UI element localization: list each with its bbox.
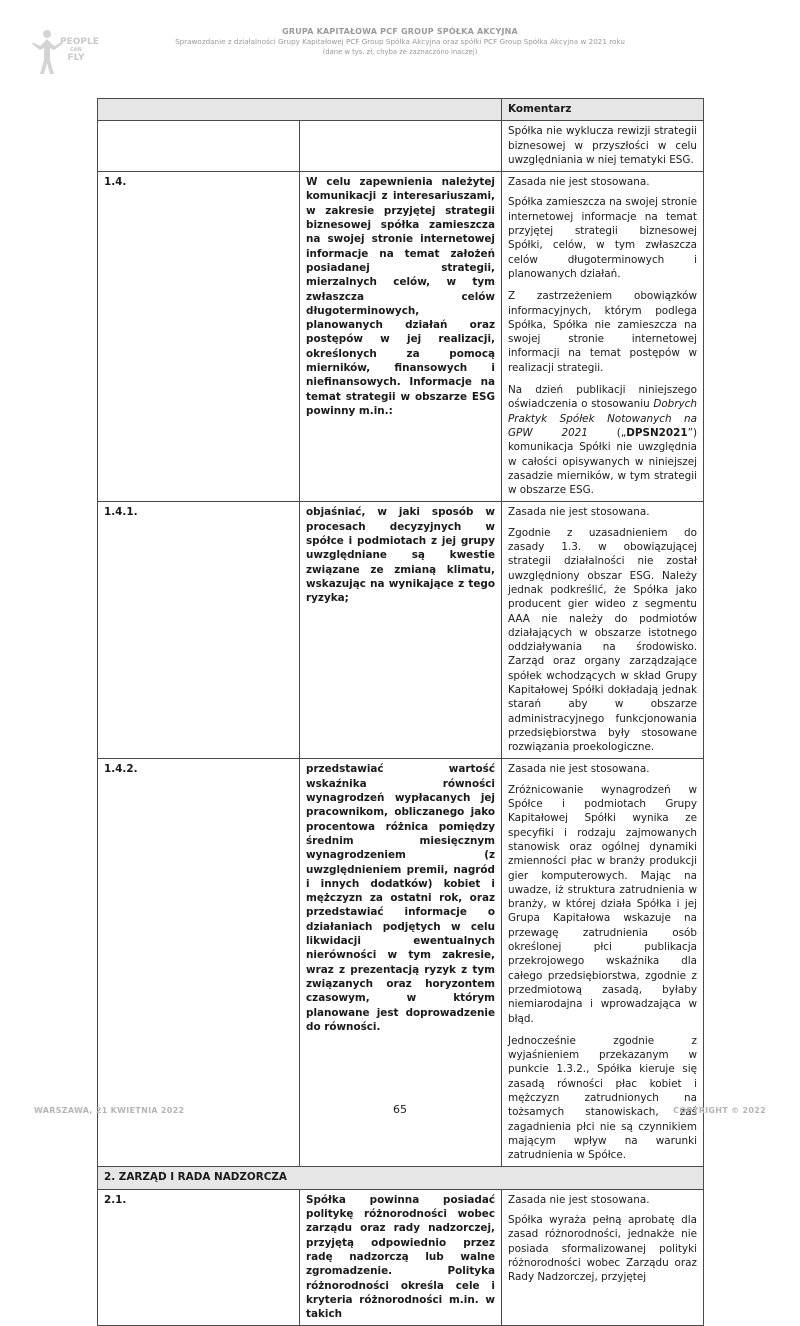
status-text: Zasada nie jest stosowana. <box>508 506 650 519</box>
logo-line-people: PEOPLE <box>60 37 99 47</box>
table-header-row <box>98 99 704 121</box>
comment-paragraph: Zgodnie z uzasadnieniem do zasady 1.3. w obowiązującej strategii działalności nie został uwzględniony obszar ESG. Należy jednak podkreślić, że Spółka jako producent gier wideo z segmentu AAA nie należy do podmiotów działających w obszarze istotnego oddziaływania na środowisko. Zarząd oraz organy zarządzające spółek wchodzących w skład Grupy Kapitałowej Spółki dokładają jednak starań aby w obszarze administracyjnego funkcjonowania przedsiębiorstwa były stosowane rozwiązania proekologiczne. <box>508 526 697 754</box>
comment-paragraph: Spółka zamieszcza na swojej stronie internetowej informacje na temat przyjętej strategii biznesowej Spółki, celów, w tym zwłaszcza celów długoterminowych i planowanych działań. <box>508 196 697 280</box>
row-rule: objaśniać, w jaki sposób w procesach decyzyjnych w spółce i podmiotach z jej grupy uwzględniane są kwestie związane ze zmianą klimatu, wskazując na wynikające z tego ryzyka; <box>300 502 502 759</box>
page-number: 65 <box>393 1103 407 1116</box>
row-number: 1.4. <box>98 172 300 502</box>
logo-line-fly: FLY <box>67 53 85 63</box>
document-title: Dobrych Praktyk Spółek Notowanych na GPW 2021 <box>508 398 697 439</box>
comment-paragraph: Spółka nie wyklucza rewizji strategii biznesowej w przyszłości w celu uwzględniania w niej tematyki ESG. <box>508 125 697 166</box>
company-name: GRUPA KAPITAŁOWA PCF GROUP SPÓŁKA AKCYJNA <box>282 27 518 36</box>
row-rule: W celu zapewnienia należytej komunikacji z interesariuszami, w zakresie przyjętej strategii biznesowej spółka zamieszcza na swojej stronie internetowej informacje na temat założeń posiadanej strategii, mierzalnych celów, w tym zwłaszcza celów długoterminowych, planowanych działań oraz postępów w jej realizacji, określonych za pomocą mierników, finansowych i niefinansowych. Informacje na temat strategii w obszarze ESG powinny m.in.: <box>300 172 502 502</box>
row-comment <box>502 121 704 172</box>
table-row <box>98 1189 704 1326</box>
row-number <box>98 121 300 172</box>
row-comment <box>502 502 704 759</box>
row-comment <box>502 1189 704 1326</box>
comment-paragraph: Zróżnicowanie wynagrodzeń w Spółce i podmiotach Grupy Kapitałowej Spółki wynika ze specyfiki i rodzaju zajmowanych stanowisk oraz ogólnej dynamiki zmienności płac w branży produkcji gier komputerowych. Mając na uwadze, iż struktura zatrudnienia w branży, w której działa Spółka i jej Grupa Kapitałowa wskazuje na przewagę zatrudnienia osób określonej płci publikacja przekrojowego wskaźnika dla całego przedsiębiorstwa, zgodnie z przedmiotową zasadą, byłaby niemiarodajna i wprowadzająca w błąd. <box>508 783 697 1025</box>
comment-paragraph: Z zastrzeżeniem obowiązków informacyjnych, którym podlega Spółka, Spółka nie zamieszcza na swojej stronie internetowej informacji na temat postępów w realizacji strategii. <box>508 290 697 374</box>
comment-paragraph <box>508 383 697 497</box>
abbreviation: DPSN2021 <box>626 426 688 439</box>
table-row <box>98 502 704 759</box>
text-fragment: Na dzień publikacji niniejszego oświadczenia o stosowaniu <box>508 384 697 411</box>
row-rule <box>300 121 502 172</box>
report-subtitle: Sprawozdanie z działalności Grupy Kapitałowej PCF Group Spółka Akcyjna oraz spółki PCF Group Spółka Akcyjna w 2021 roku <box>175 37 625 46</box>
status-text: Zasada nie jest stosowana. <box>508 176 650 189</box>
footer-copyright: COPYRIGHT © 2022 <box>673 1106 766 1115</box>
table-row <box>98 121 704 172</box>
logo-line-can: CAN <box>70 47 82 53</box>
row-rule: przedstawiać wartość wskaźnika równości wynagrodzeń wypłacanych jej pracownikom, obliczanego jako procentowa różnica pomiędzy średnim miesięcznym wynagrodzeniem (z uwzględnieniem premii, nagród i innych dodatków) kobiet i mężczyzn za ostatni rok, oraz przedstawiać informacje o działaniach podjętych w celu likwidacji ewentualnych nierówności w tym zakresie, wraz z prezentacją ryzyk z tym związanych oraz horyzontem czasowym, w którym planowane jest doprowadzenie do równości. <box>300 759 502 1167</box>
comment-paragraph: Jednocześnie zgodnie z wyjaśnieniem przekazanym w punkcie 1.3.2., Spółka kieruje się zasadą równości płac kobiet i mężczyzn zatrudnionych na tożsamych stanowiskach, zaś zagadnienia płci nie są czynnikiem mającym wpływ na warunki zatrudnienia w Spółce. <box>508 1034 697 1162</box>
text-fragment: („ <box>587 426 627 439</box>
units-note: (dane w tys. zł, chyba że zaznaczono inaczej) <box>322 48 478 56</box>
footer-date: WARSZAWA, 21 KWIETNIA 2022 <box>34 1106 185 1115</box>
row-number: 2.1. <box>98 1189 300 1326</box>
section-heading: 2. ZARZĄD I RADA NADZORCZA <box>98 1167 704 1189</box>
section-heading-row <box>98 1167 704 1189</box>
governance-table <box>97 98 704 1326</box>
text-fragment: ”) komunikacja Spółki nie uwzględnia w całości opisywanych w niniejszej zasadzie mierników, w tym strategii w obszarze ESG. <box>508 426 697 497</box>
row-number: 1.4.1. <box>98 502 300 759</box>
row-comment <box>502 172 704 502</box>
header-blank-cell <box>98 99 502 121</box>
header-comment-cell: Komentarz <box>502 99 704 121</box>
comment-paragraph: Spółka wyraża pełną aprobatę dla zasad różnorodności, jednakże nie posiada sformalizowanej polityki różnorodności wobec Zarządu oraz Rady Nadzorczej, przyjętej <box>508 1214 697 1284</box>
status-text: Zasada nie jest stosowana. <box>508 1193 650 1206</box>
table-row <box>98 172 704 502</box>
status-text: Zasada nie jest stosowana. <box>508 763 650 776</box>
row-number: 1.4.2. <box>98 759 300 1167</box>
page-header <box>0 26 800 57</box>
row-rule: Spółka powinna posiadać politykę różnorodności wobec zarządu oraz rady nadzorczej, przyjętą odpowiednio przez radę nadzorczą lub walne zgromadzenie. Polityka różnorodności określa cele i kryteria różnorodności m.in. w takich <box>300 1189 502 1326</box>
